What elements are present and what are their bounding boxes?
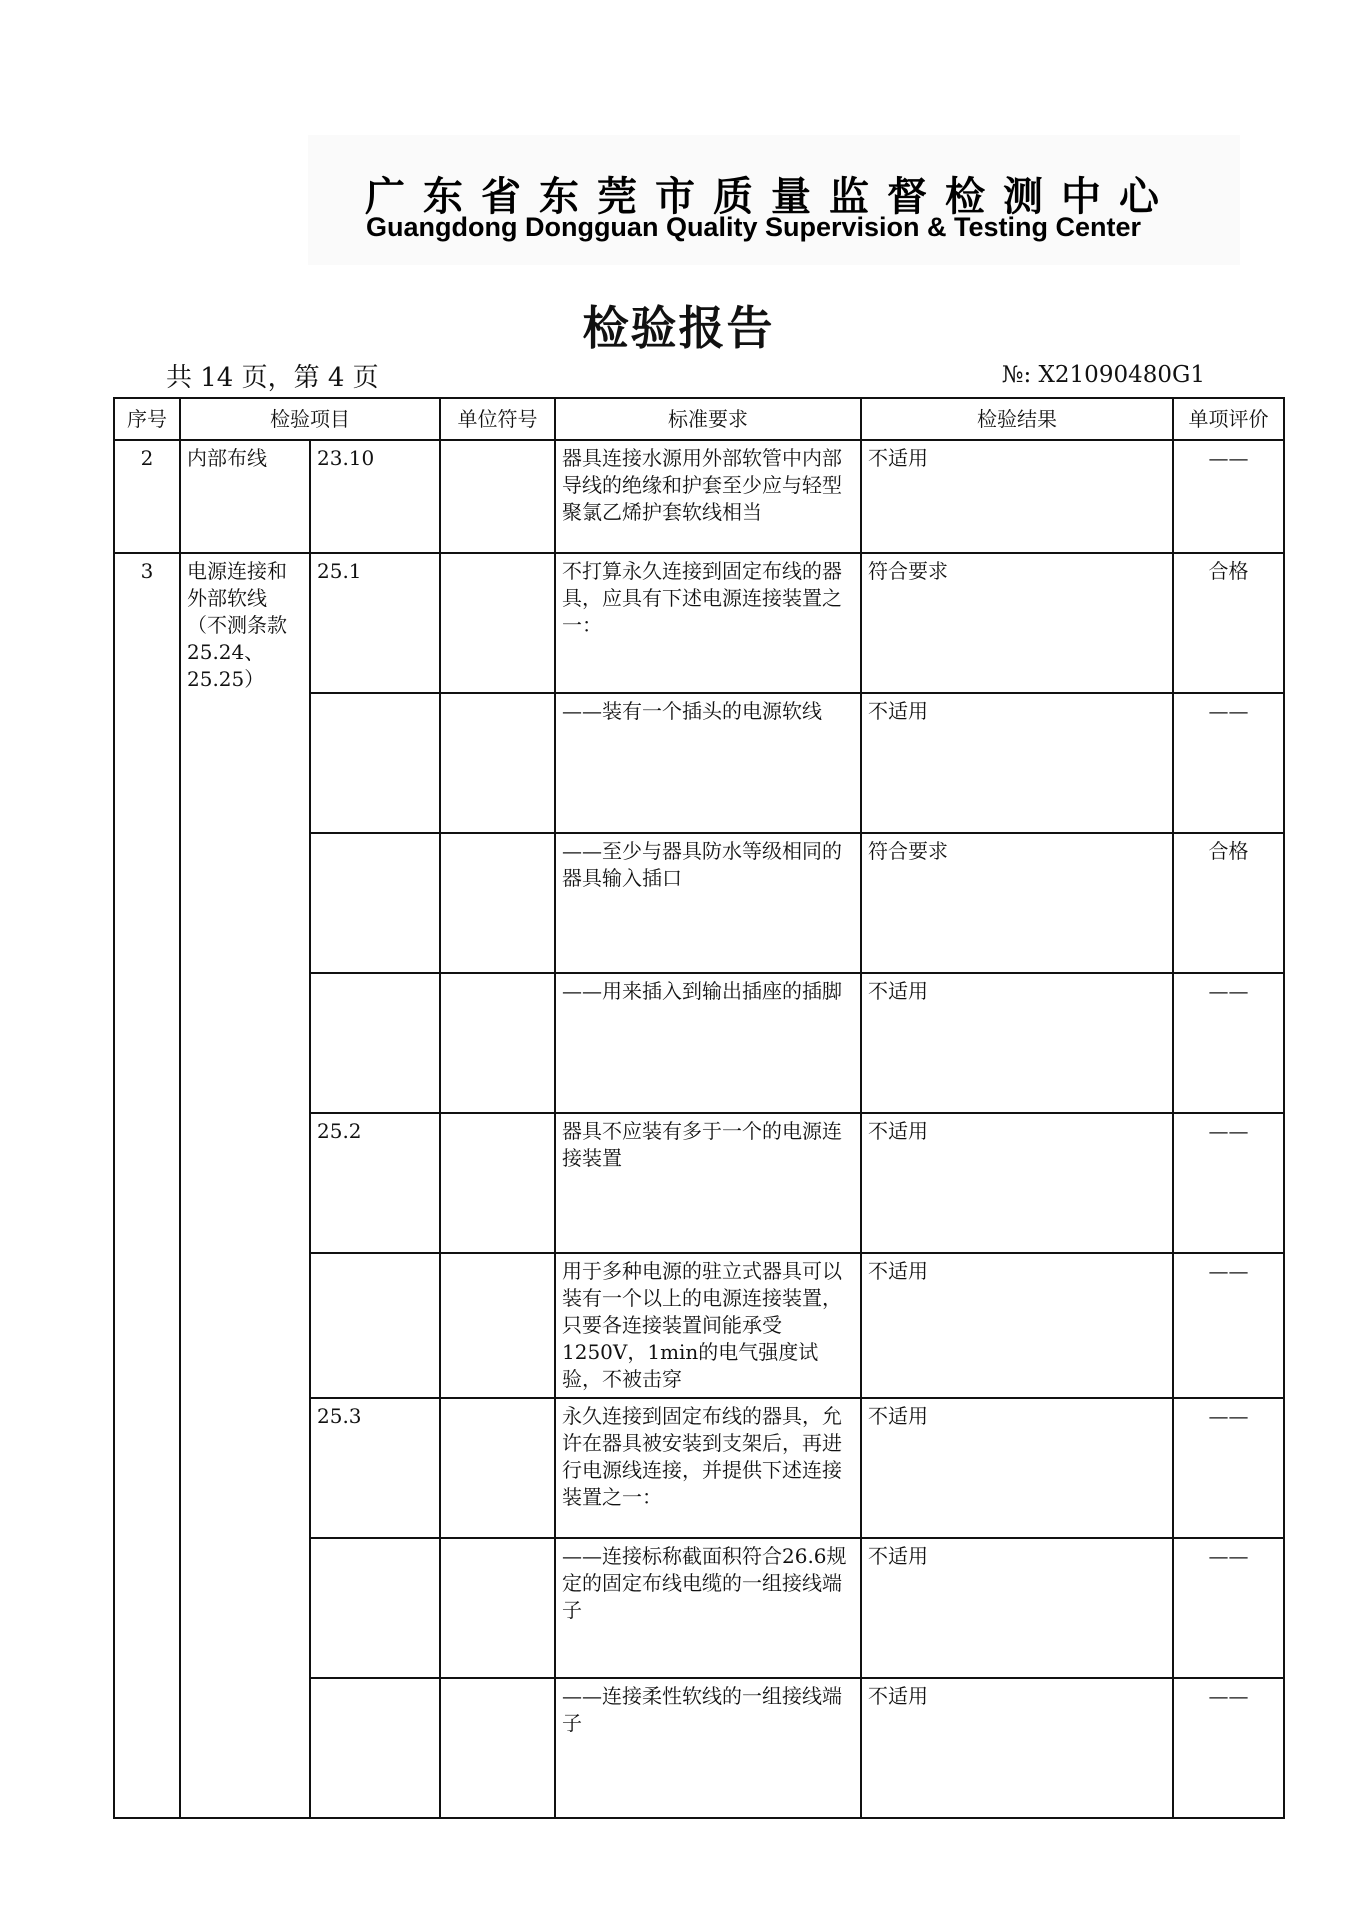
cell-requirement: 永久连接到固定布线的器具，允许在器具被安装到支架后，再进行电源线连接，并提供下述连接装置之一： <box>555 1398 861 1538</box>
cell-evaluation: —— <box>1173 1113 1284 1253</box>
table-row <box>114 440 1284 553</box>
table-header-row <box>114 398 1284 440</box>
cell-clause: 25.2 <box>310 1113 440 1253</box>
cell-evaluation: —— <box>1173 1538 1284 1678</box>
cell-requirement: 用于多种电源的驻立式器具可以装有一个以上的电源连接装置，只要各连接装置间能承受1250V，1min的电气强度试验，不被击穿 <box>555 1253 861 1398</box>
header-evaluation: 单项评价 <box>1173 398 1284 440</box>
cell-unit <box>440 1253 555 1398</box>
cell-requirement: ——至少与器具防水等级相同的器具输入插口 <box>555 833 861 973</box>
cell-item: 内部布线 <box>180 440 310 553</box>
cell-unit <box>440 440 555 553</box>
cell-requirement: ——连接柔性软线的一组接线端子 <box>555 1678 861 1818</box>
cell-requirement: ——装有一个插头的电源软线 <box>555 693 861 833</box>
cell-result: 符合要求 <box>861 833 1173 973</box>
org-name-en: Guangdong Dongguan Quality Supervision & Testing Center <box>366 212 1142 242</box>
cell-unit <box>440 553 555 693</box>
cell-requirement: ——用来插入到输出插座的插脚 <box>555 973 861 1113</box>
cell-evaluation: —— <box>1173 973 1284 1113</box>
cell-clause: 23.10 <box>310 440 440 553</box>
cell-unit <box>440 693 555 833</box>
cell-item: 电源连接和外部软线（不测条款25.24、25.25） <box>180 553 310 1818</box>
cell-evaluation: 合格 <box>1173 833 1284 973</box>
document-title: 检验报告 <box>582 301 775 355</box>
header-unit: 单位符号 <box>440 398 555 440</box>
cell-result: 不适用 <box>861 1678 1173 1818</box>
cell-clause <box>310 833 440 973</box>
cell-unit <box>440 1538 555 1678</box>
cell-evaluation: —— <box>1173 1253 1284 1398</box>
cell-evaluation: —— <box>1173 440 1284 553</box>
report-number: №: X21090480G1 <box>1001 362 1205 388</box>
cell-unit <box>440 1398 555 1538</box>
org-name-cn: 广东省东莞市质量监督检测中心 <box>365 174 1177 220</box>
cell-result: 不适用 <box>861 1538 1173 1678</box>
cell-clause: 25.3 <box>310 1398 440 1538</box>
header-seq: 序号 <box>114 398 180 440</box>
cell-clause <box>310 1253 440 1398</box>
page-info: 共 14 页，第 4 页 <box>166 363 379 393</box>
cell-unit <box>440 973 555 1113</box>
table-row <box>114 553 1284 693</box>
cell-evaluation: 合格 <box>1173 553 1284 693</box>
cell-result: 符合要求 <box>861 553 1173 693</box>
cell-result: 不适用 <box>861 693 1173 833</box>
inspection-table <box>113 397 1285 1819</box>
header-requirement: 标准要求 <box>555 398 861 440</box>
cell-result: 不适用 <box>861 440 1173 553</box>
cell-clause: 25.1 <box>310 553 440 693</box>
cell-result: 不适用 <box>861 1253 1173 1398</box>
cell-clause <box>310 1538 440 1678</box>
cell-unit <box>440 1113 555 1253</box>
cell-evaluation: —— <box>1173 1678 1284 1818</box>
cell-result: 不适用 <box>861 973 1173 1113</box>
cell-seq: 2 <box>114 440 180 553</box>
cell-unit <box>440 833 555 973</box>
cell-clause <box>310 693 440 833</box>
cell-evaluation: —— <box>1173 1398 1284 1538</box>
cell-requirement: 器具不应装有多于一个的电源连接装置 <box>555 1113 861 1253</box>
cell-result: 不适用 <box>861 1398 1173 1538</box>
header-item: 检验项目 <box>180 398 440 440</box>
cell-requirement: 器具连接水源用外部软管中内部导线的绝缘和护套至少应与轻型聚氯乙烯护套软线相当 <box>555 440 861 553</box>
cell-requirement: ——连接标称截面积符合26.6规定的固定布线电缆的一组接线端子 <box>555 1538 861 1678</box>
cell-requirement: 不打算永久连接到固定布线的器具，应具有下述电源连接装置之一： <box>555 553 861 693</box>
cell-result: 不适用 <box>861 1113 1173 1253</box>
cell-clause <box>310 973 440 1113</box>
cell-clause <box>310 1678 440 1818</box>
cell-unit <box>440 1678 555 1818</box>
cell-evaluation: —— <box>1173 693 1284 833</box>
header-result: 检验结果 <box>861 398 1173 440</box>
cell-seq: 3 <box>114 553 180 1818</box>
